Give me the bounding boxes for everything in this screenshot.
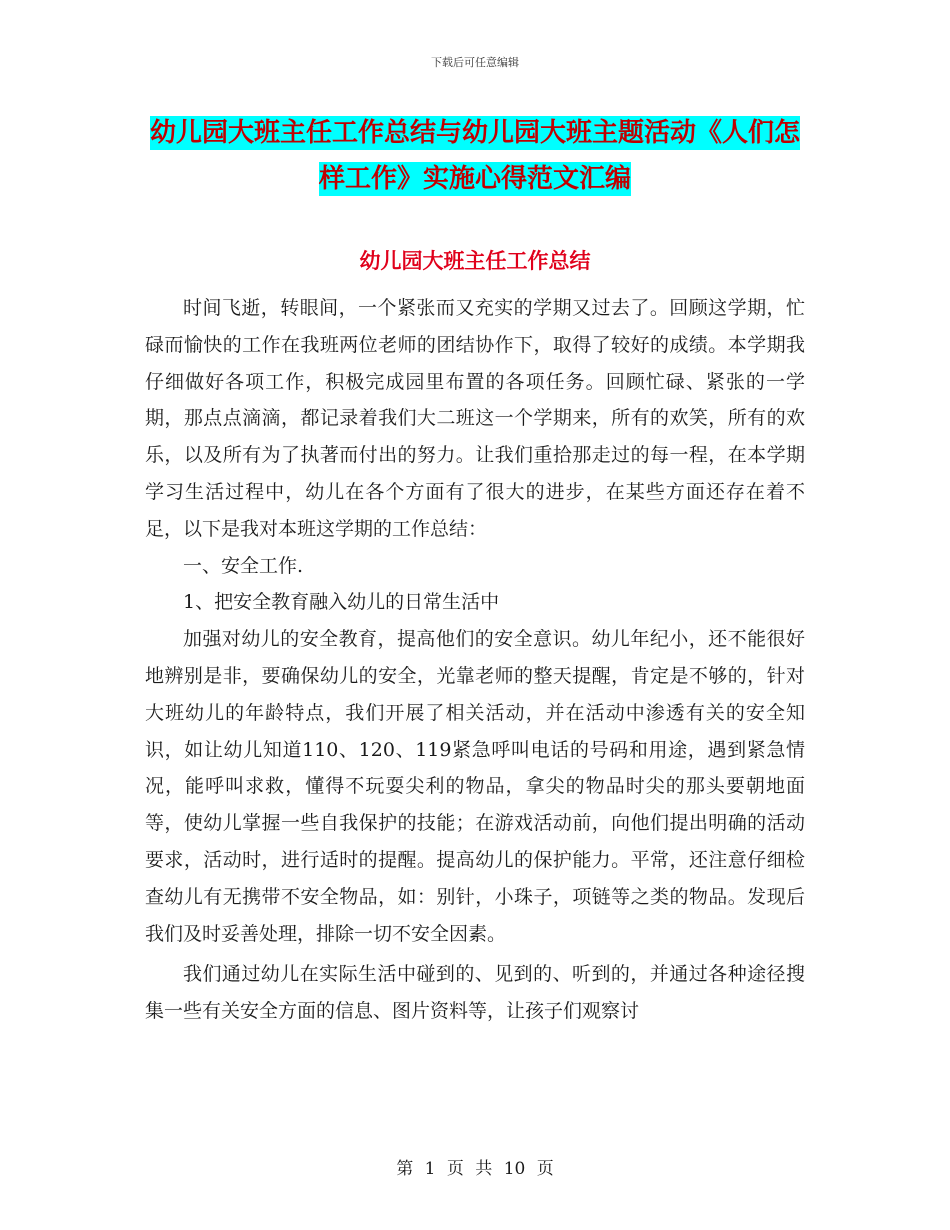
document-title-highlight: 幼儿园大班主任工作总结与幼儿园大班主题活动《人们怎样工作》实施心得范文汇编 <box>149 118 800 194</box>
document-body <box>145 290 805 1030</box>
paragraph-safety-education: 加强对幼儿的安全教育，提高他们的安全意识。幼儿年纪小，还不能很好地辨别是非，要确保幼儿的安全，光靠老师的整天提醒，肯定是不够的，针对大班幼儿的年龄特点，我们开展了相关活动，并在活动中渗透有关的安全知识，如让幼儿知道110、120、119紧急呼叫电话的号码和用途，遇到紧急情况，能呼叫求救，懂得不玩耍尖利的物品，拿尖的物品时尖的那头要朝地面等，使幼儿掌握一些自我保护的技能；在游戏活动前，向他们提出明确的活动要求，活动时，进行适时的提醒。提高幼儿的保护能力。平常，还注意仔细检查幼儿有无携带不安全物品，如：别针，小珠子，项链等之类的物品。发现后我们及时妥善处理，排除一切不安全因素。 <box>145 628 805 945</box>
section-title: 幼儿园大班主任工作总结 <box>359 249 591 273</box>
paragraph-safety-information: 我们通过幼儿在实际生活中碰到的、见到的、听到的，并通过各种途径搜集一些有关安全方面的信息、图片资料等，让孩子们观察讨 <box>145 963 805 1023</box>
subheading-safety-education: 1、把安全教育融入幼儿的日常生活中 <box>183 591 500 614</box>
heading-safety-work: 一、安全工作. <box>183 554 304 577</box>
document-title <box>145 110 805 202</box>
page-number-footer: 第 1 页 共 10 页 <box>396 1159 554 1179</box>
paragraph-intro: 时间飞逝，转眼间，一个紧张而又充实的学期又过去了。回顾这学期，忙碌而愉快的工作在我班两位老师的团结协作下，取得了较好的成绩。本学期我仔细做好各项工作，积极完成园里布置的各项任务。回顾忙碌、紧张的一学期，那点点滴滴，都记录着我们大二班这一个学期来，所有的欢笑，所有的欢乐，以及所有为了执著而付出的努力。让我们重拾那走过的每一程，在本学期学习生活过程中，幼儿在各个方面有了很大的进步，在某些方面还存在着不足，以下是我对本班这学期的工作总结： <box>145 297 805 540</box>
header-note: 下载后可任意编辑 <box>431 56 519 69</box>
